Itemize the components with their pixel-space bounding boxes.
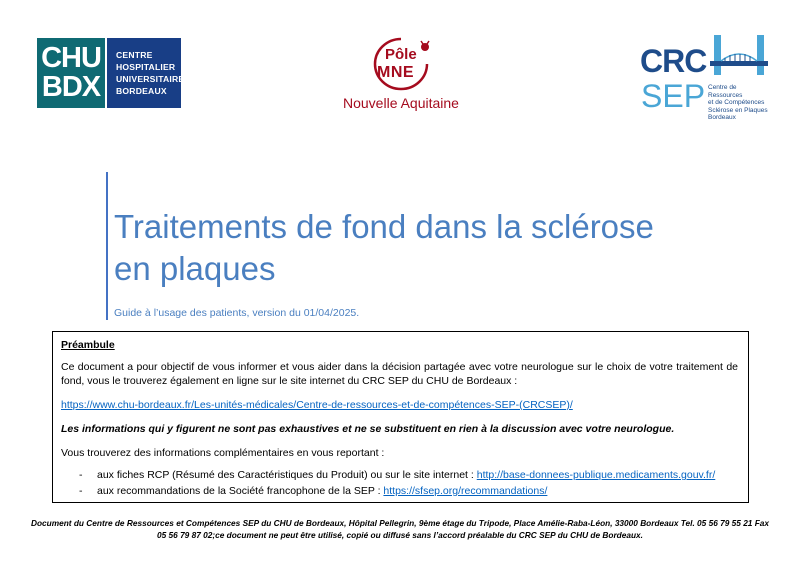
sfsep-recommendations-link[interactable]: https://sfsep.org/recommandations/ (383, 485, 548, 497)
document-title: Traitements de fond dans la sclérose en plaques (114, 208, 654, 287)
footer-line: 05 56 79 87 02;ce document ne peut être utilisé, copié ou diffusé sans l’accord préalable du CRC SEP du CHU de Bordeaux. (157, 530, 643, 540)
chu-name-line: CENTRE (116, 50, 153, 60)
chu-bdx-mark (37, 38, 105, 108)
preamble-more-info: Vous trouverez des informations complémentaires en vous reportant : (61, 447, 385, 459)
bridge-icon (710, 33, 768, 81)
crc-name-line: Bordeaux (708, 114, 736, 121)
list-item (79, 468, 738, 482)
title-rule (106, 172, 108, 320)
chu-name-line: UNIVERSITAIRE (116, 74, 185, 84)
preamble-heading: Préambule (61, 339, 115, 351)
resource-list (61, 468, 738, 498)
crc-label: CRC (640, 43, 707, 79)
list-item (79, 484, 738, 498)
list-item-text: aux recommandations de la Société francophone de la SEP : (97, 485, 384, 497)
document-subtitle: Guide à l’usage des patients, version du 01/04/2025. (114, 307, 360, 319)
chu-logo-line: BDX (41, 71, 101, 103)
list-item-text: aux fiches RCP (Résumé des Caractéristiques du Produit) ou sur le site internet : (97, 469, 477, 481)
preamble-box (52, 331, 749, 503)
crc-name-line: Centre de Ressources (708, 84, 743, 99)
document-footer (30, 517, 770, 541)
crc-name-line: Sclérose en Plaques (708, 106, 768, 114)
crc-name-line: et de Compétences (708, 99, 765, 106)
chu-logo-line: CHU (41, 42, 101, 74)
chu-bordeaux-logo (37, 38, 185, 108)
crc-sep-logo (640, 33, 770, 121)
footer-line: Document du Centre de Ressources et Compétences SEP du CHU de Bordeaux, Hôpital Pellegrin, 9ème étage du Tripode, Place Amélie-Raba-Léon, 33000 Bordeaux Tel. 05 56 79 55 21 Fax (30, 518, 770, 528)
chu-crcsep-link[interactable]: https://www.chu-bordeaux.fr/Les-unités-médicales/Centre-de-ressources-et-de-compétences-SEP-(CRCSEP)/ (61, 399, 573, 411)
rcp-database-link[interactable]: http://base-donnees-publique.medicaments.gouv.fr/ (476, 469, 716, 481)
pole-label: Pôle (385, 46, 417, 63)
bullet-dash: - (79, 485, 83, 497)
sep-label: SEP (641, 78, 706, 114)
chu-name-line: BORDEAUX (116, 86, 167, 96)
chu-name-line: HOSPITALIER (116, 62, 176, 72)
bullet-dash: - (79, 469, 83, 481)
crc-full-name (708, 84, 770, 122)
pole-mne-label: MNE (377, 64, 415, 81)
preamble-intro: Ce document a pour objectif de vous informer et vous aider dans la décision partagée avec votre neurologue sur le choix de votre traitement de fond, vous le trouverez également en ligne sur le site internet du CRC SEP du CHU de Bordeaux : (61, 361, 738, 387)
pole-mne-logo (336, 36, 466, 116)
pole-region-label: Nouvelle Aquitaine (343, 95, 459, 111)
chu-name-block (107, 38, 185, 108)
preamble-disclaimer: Les informations qui y figurent ne sont pas exhaustives et ne se substituent en rien à la discussion avec votre neurologue. (61, 423, 675, 435)
